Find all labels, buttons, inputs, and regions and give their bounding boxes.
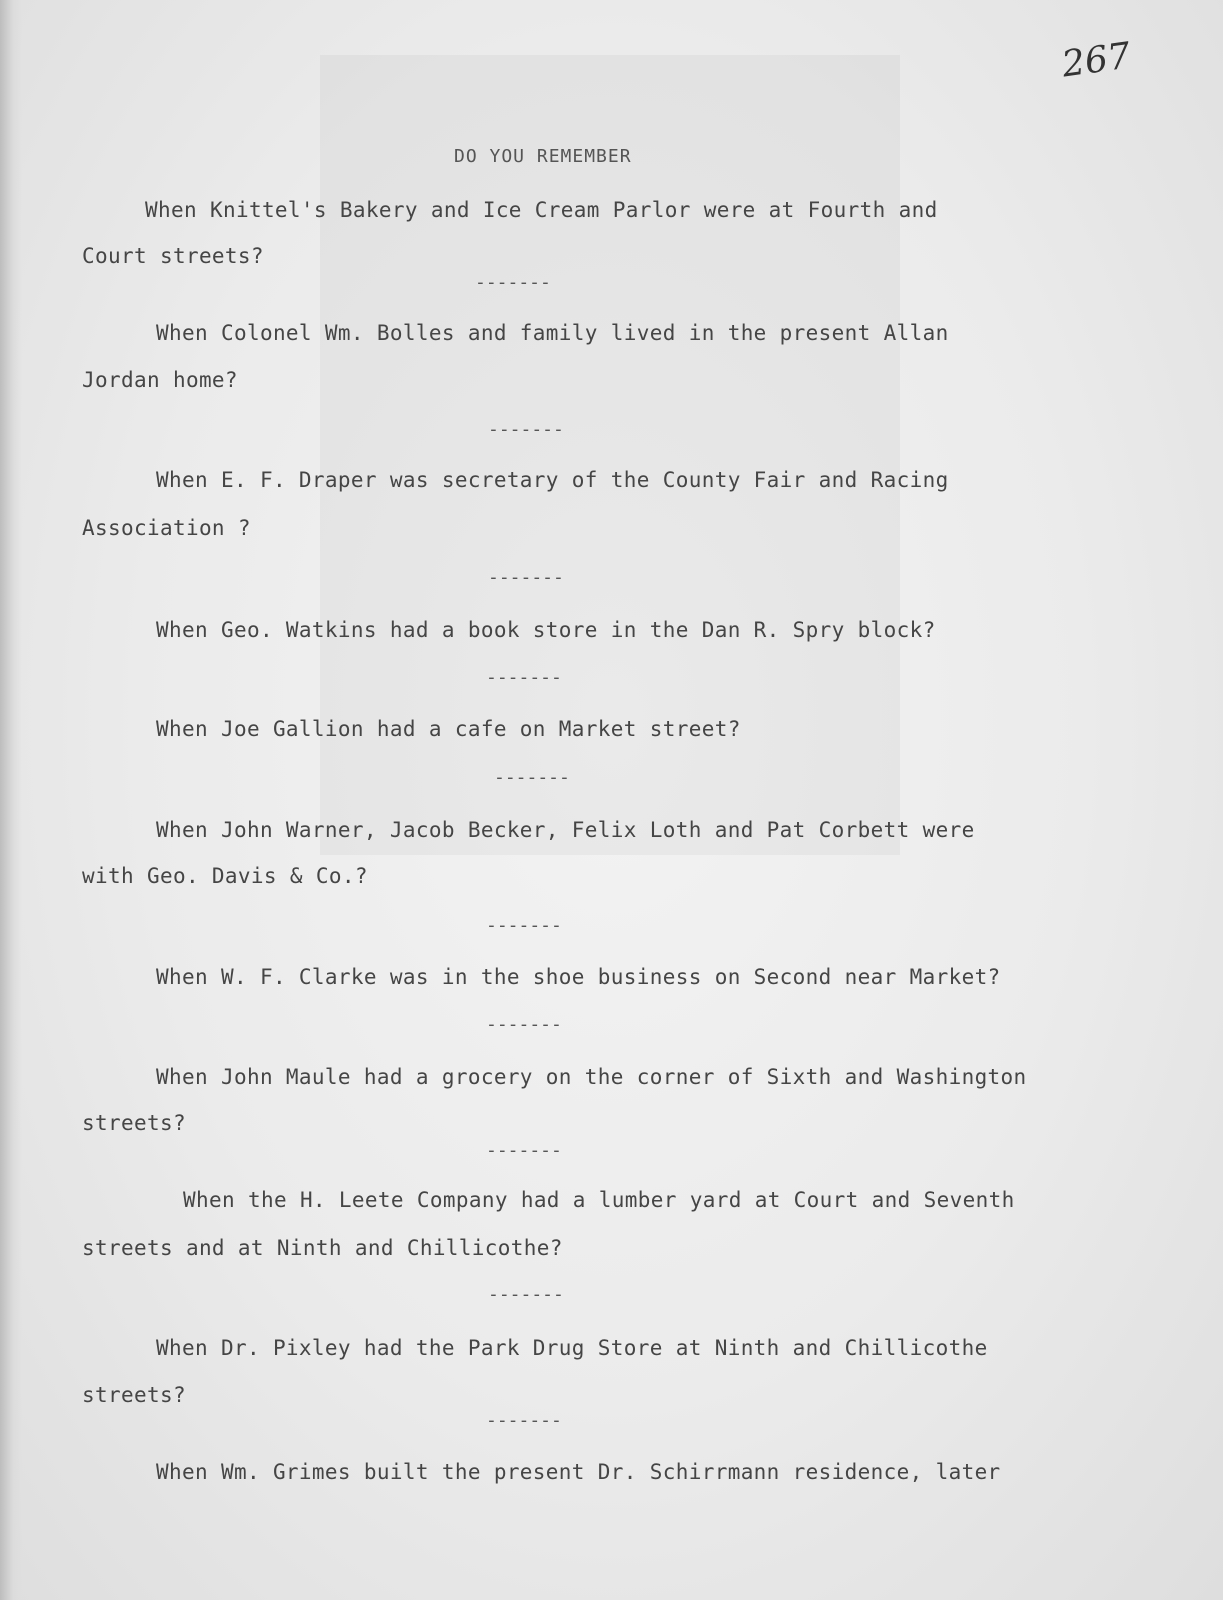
document-title: DO YOU REMEMBER [454, 146, 632, 167]
entry-3-line-1: When E. F. Draper was secretary of the County Fair and Racing [156, 468, 949, 492]
entry-1-line-1: When Knittel's Bakery and Ice Cream Parlor were at Fourth and [145, 198, 938, 222]
separator: ------- [486, 667, 562, 688]
entry-2-line-1: When Colonel Wm. Bolles and family lived in the present Allan [156, 321, 949, 345]
separator: ------- [475, 272, 551, 293]
entry-1-line-2: Court streets? [82, 244, 264, 268]
separator: ------- [486, 1410, 562, 1431]
entry-4-line-1: When Geo. Watkins had a book store in the Dan R. Spry block? [156, 618, 936, 642]
separator: ------- [486, 915, 562, 936]
separator: ------- [494, 767, 570, 788]
entry-6-line-2: with Geo. Davis & Co.? [82, 864, 368, 888]
entry-9-line-2: streets and at Ninth and Chillicothe? [82, 1236, 563, 1260]
entry-10-line-2: streets? [82, 1383, 186, 1407]
entry-8-line-1: When John Maule had a grocery on the corner of Sixth and Washington [156, 1065, 1027, 1089]
torn-left-edge [0, 0, 22, 1600]
entry-9-line-1: When the H. Leete Company had a lumber yard at Court and Seventh [183, 1188, 1015, 1212]
entry-8-line-2: streets? [82, 1111, 186, 1135]
entry-2-line-2: Jordan home? [82, 368, 238, 392]
entry-6-line-1: When John Warner, Jacob Becker, Felix Loth and Pat Corbett were [156, 818, 975, 842]
separator: ------- [488, 419, 564, 440]
separator: ------- [486, 1014, 562, 1035]
entry-10-line-1: When Dr. Pixley had the Park Drug Store at Ninth and Chillicothe [156, 1336, 988, 1360]
entry-7-line-1: When W. F. Clarke was in the shoe business on Second near Market? [156, 965, 1001, 989]
separator: ------- [488, 1284, 564, 1305]
separator: ------- [488, 567, 564, 588]
entry-3-line-2: Association ? [82, 516, 251, 540]
page-number: 267 [1059, 35, 1134, 86]
entry-5-line-1: When Joe Gallion had a cafe on Market street? [156, 717, 741, 741]
separator: ------- [486, 1140, 562, 1161]
entry-11-line-1: When Wm. Grimes built the present Dr. Schirrmann residence, later [156, 1460, 1001, 1484]
